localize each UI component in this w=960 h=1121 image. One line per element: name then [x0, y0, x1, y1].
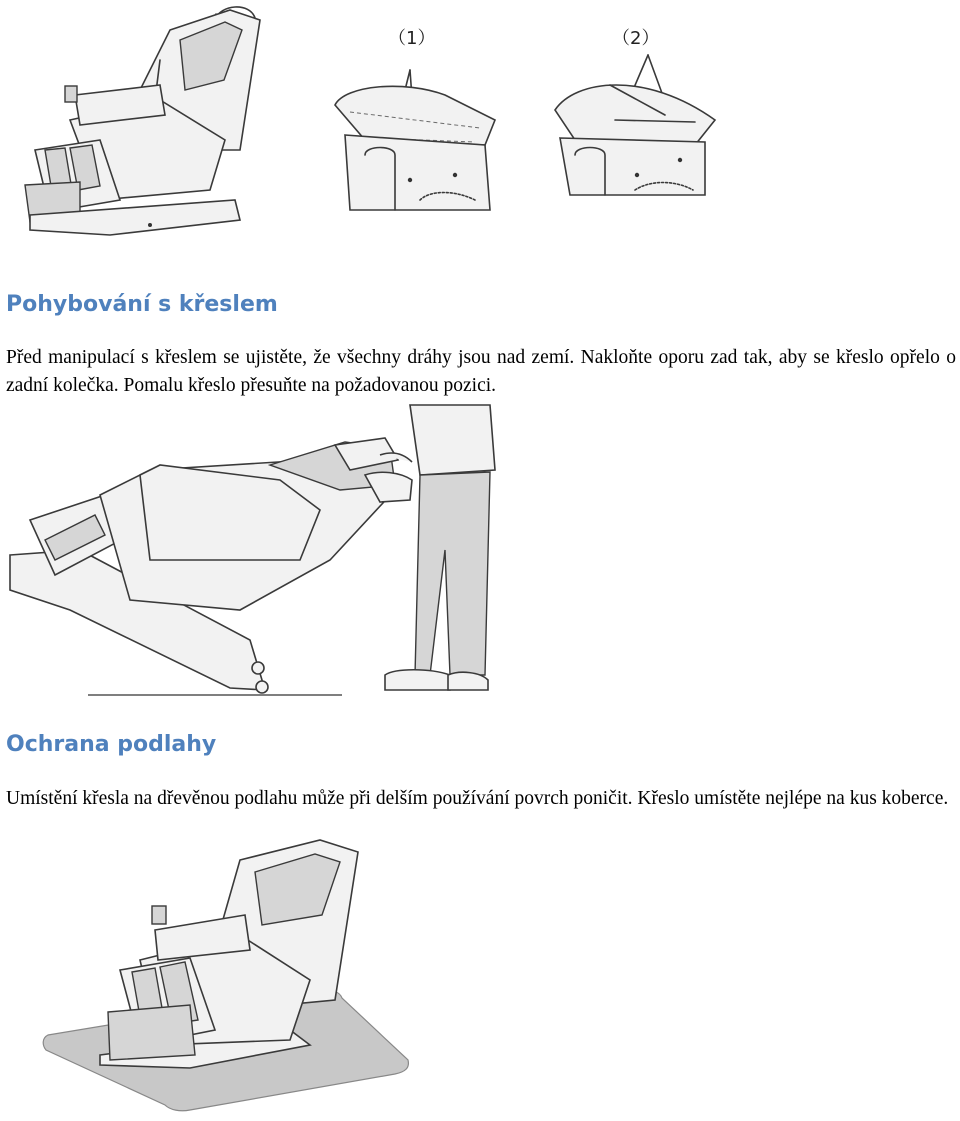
tilted-chair-moving-illustration: [0, 400, 500, 700]
callout-1: （1）: [388, 28, 436, 49]
callout-2: （2）: [612, 28, 660, 49]
section-text-floor: Umístění křesla na dřevěnou podlahu může při delším používání povrch poničit. Křeslo umístěte nejlépe na kus koberce.: [6, 788, 949, 809]
detail-figure-2: [545, 50, 725, 210]
massage-chair-illustration-top: [10, 0, 250, 240]
section-text-moving: Před manipulací s křeslem se ujistěte, že všechny dráhy jsou nad zemí. Nakloňte oporu zad tak, aby se křeslo opřelo o zadní kolečka. Pomalu křeslo přesuňte na požadovanou pozici.: [6, 347, 956, 396]
chair-on-carpet-illustration: [40, 840, 420, 1121]
section-heading-floor: Ochrana podlahy: [6, 732, 217, 757]
section-heading-moving: Pohybování s křeslem: [6, 292, 278, 317]
callout-labels: [380, 22, 680, 52]
detail-figure-1: [325, 50, 505, 210]
